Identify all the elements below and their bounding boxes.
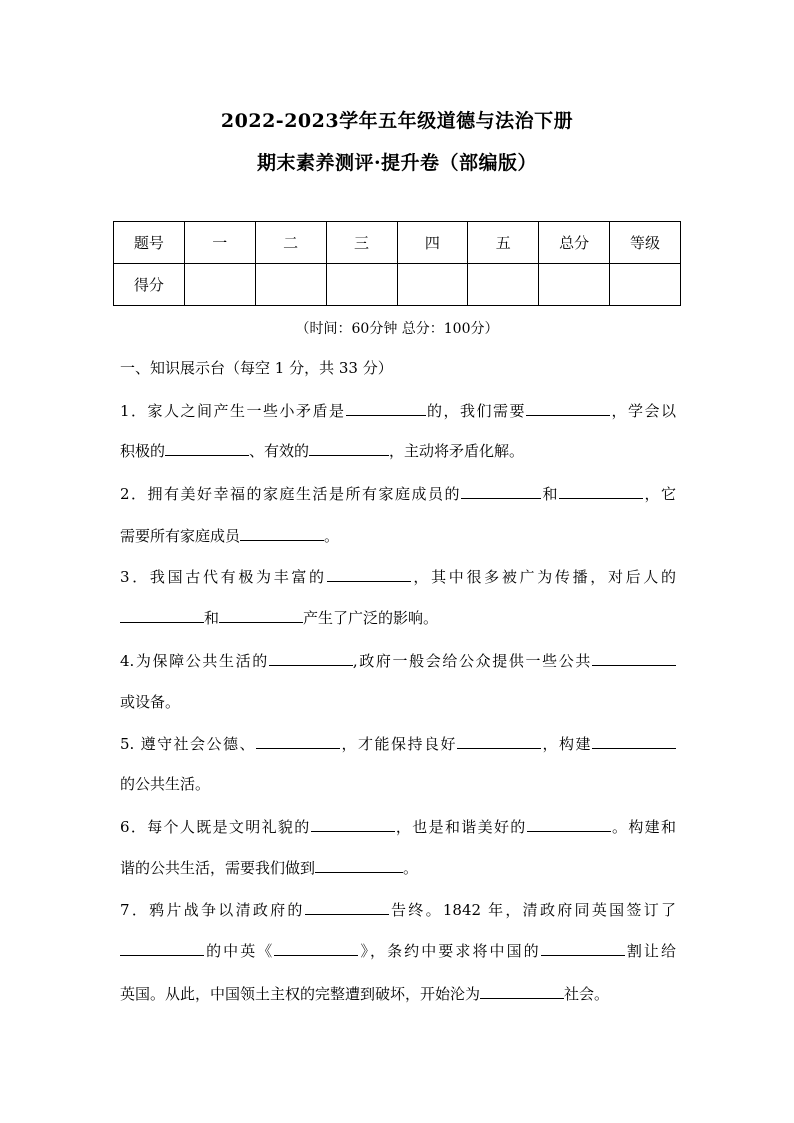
score-table-header-cell: 二 — [255, 222, 326, 264]
exam-title: 2022-2023学年五年级道德与法治下册 — [220, 110, 574, 132]
q1-text: 、有效的 — [249, 442, 310, 460]
q1-text: 的，我们需要 — [425, 402, 526, 420]
score-table-header-cell: 等级 — [610, 222, 681, 264]
question-5-line-1 — [120, 733, 676, 755]
q1-text: 积极的 — [120, 442, 166, 460]
answer-blank[interactable] — [559, 483, 643, 499]
q7-text: 社会。 — [564, 985, 610, 1003]
answer-blank[interactable] — [165, 440, 249, 456]
q2-text: 和 — [540, 485, 559, 503]
q1-text: ，主动将矛盾化解。 — [389, 442, 525, 460]
q6-text: 。构建和 — [610, 818, 676, 836]
answer-blank[interactable] — [309, 440, 389, 456]
question-1-line-2 — [120, 440, 676, 462]
answer-blank[interactable] — [346, 400, 426, 416]
q5-text: ，构建 — [540, 735, 592, 753]
q2-text: 。 — [324, 527, 340, 545]
question-7-line-3 — [120, 983, 676, 1005]
q7-text: 7．鸦片战争以清政府的 — [120, 901, 305, 919]
answer-blank[interactable] — [269, 650, 353, 666]
answer-blank[interactable] — [120, 940, 204, 956]
q6-text: 。 — [403, 859, 419, 877]
question-2-line-2 — [120, 525, 676, 547]
q2-text: ，它 — [642, 485, 676, 503]
score-table-score-row — [114, 264, 681, 306]
score-table-header-row — [114, 222, 681, 264]
q1-text: ，学会以 — [610, 402, 676, 420]
question-7-line-2 — [120, 940, 676, 962]
question-4-line-2: 或设备。 — [120, 693, 181, 711]
q3-text: ，其中很多被广为传播，对后人的 — [410, 568, 676, 586]
score-table-header-cell: 总分 — [539, 222, 610, 264]
answer-blank[interactable] — [457, 733, 541, 749]
score-table — [113, 221, 681, 306]
score-table-header-cell: 题号 — [114, 222, 185, 264]
score-cell[interactable] — [326, 264, 397, 306]
question-2-line-1 — [120, 483, 676, 505]
answer-blank[interactable] — [592, 650, 676, 666]
section-heading: 一、知识展示台（每空 1 分，共 33 分） — [120, 359, 393, 377]
score-row-label: 得分 — [114, 264, 185, 306]
q7-text: 的中英《 — [204, 942, 275, 960]
q2-text: 需要所有家庭成员 — [120, 527, 241, 545]
q3-text: 和 — [204, 609, 220, 627]
answer-blank[interactable] — [219, 607, 303, 623]
score-table-header-cell: 一 — [184, 222, 255, 264]
exam-subtitle: 期末素养测评·提升卷（部编版） — [256, 152, 538, 174]
score-table-header-cell: 四 — [397, 222, 468, 264]
score-table-header-cell: 三 — [326, 222, 397, 264]
q1-text: 1．家人之间产生一些小矛盾是 — [120, 402, 346, 420]
answer-blank[interactable] — [240, 525, 324, 541]
answer-blank[interactable] — [311, 816, 395, 832]
q7-text: 》，条约中要求将中国的 — [358, 942, 541, 960]
score-cell[interactable] — [255, 264, 326, 306]
score-cell[interactable] — [468, 264, 539, 306]
answer-blank[interactable] — [527, 816, 611, 832]
q5-text: ，才能保持良好 — [340, 735, 457, 753]
answer-blank[interactable] — [526, 400, 610, 416]
question-6-line-1 — [120, 816, 676, 838]
answer-blank[interactable] — [541, 940, 625, 956]
question-5-line-2: 的公共生活。 — [120, 775, 211, 793]
answer-blank[interactable] — [480, 983, 564, 999]
answer-blank[interactable] — [592, 733, 676, 749]
question-3-line-1 — [120, 566, 676, 588]
q6-text: ，也是和谐美好的 — [394, 818, 527, 836]
q7-text: 告终。1842 年，清政府同英国签订了 — [388, 901, 676, 919]
score-cell[interactable] — [184, 264, 255, 306]
answer-blank[interactable] — [327, 566, 411, 582]
question-6-line-2 — [120, 857, 676, 879]
q6-text: 6．每个人既是文明礼貌的 — [120, 818, 311, 836]
answer-blank[interactable] — [315, 857, 403, 873]
q6-text: 谐的公共生活，需要我们做到 — [120, 859, 316, 877]
score-cell[interactable] — [397, 264, 468, 306]
q5-text: 5. 遵守社会公德、 — [120, 735, 257, 753]
answer-blank[interactable] — [305, 899, 389, 915]
question-1-line-1 — [120, 400, 676, 422]
score-table-header-cell: 五 — [468, 222, 539, 264]
q2-text: 2．拥有美好幸福的家庭生活是所有家庭成员的 — [120, 485, 461, 503]
q7-text: 英国。从此，中国领土主权的完整遭到破坏，开始沦为 — [120, 985, 481, 1003]
score-cell[interactable] — [539, 264, 610, 306]
answer-blank[interactable] — [274, 940, 358, 956]
q7-text: 割让给 — [624, 942, 676, 960]
question-7-line-1 — [120, 899, 676, 921]
score-cell[interactable] — [610, 264, 681, 306]
answer-blank[interactable] — [256, 733, 340, 749]
q4-text: ,政府一般会给公众提供一些公共 — [352, 652, 592, 670]
q4-text: 4.为保障公共生活的 — [120, 652, 269, 670]
question-3-line-2 — [120, 607, 676, 629]
answer-blank[interactable] — [120, 607, 204, 623]
q3-text: 3．我国古代有极为丰富的 — [120, 568, 327, 586]
time-info: （时间：60分钟 总分：100分） — [295, 321, 499, 337]
q3-text: 产生了广泛的影响。 — [303, 609, 439, 627]
question-4-line-1 — [120, 650, 676, 672]
answer-blank[interactable] — [461, 483, 541, 499]
